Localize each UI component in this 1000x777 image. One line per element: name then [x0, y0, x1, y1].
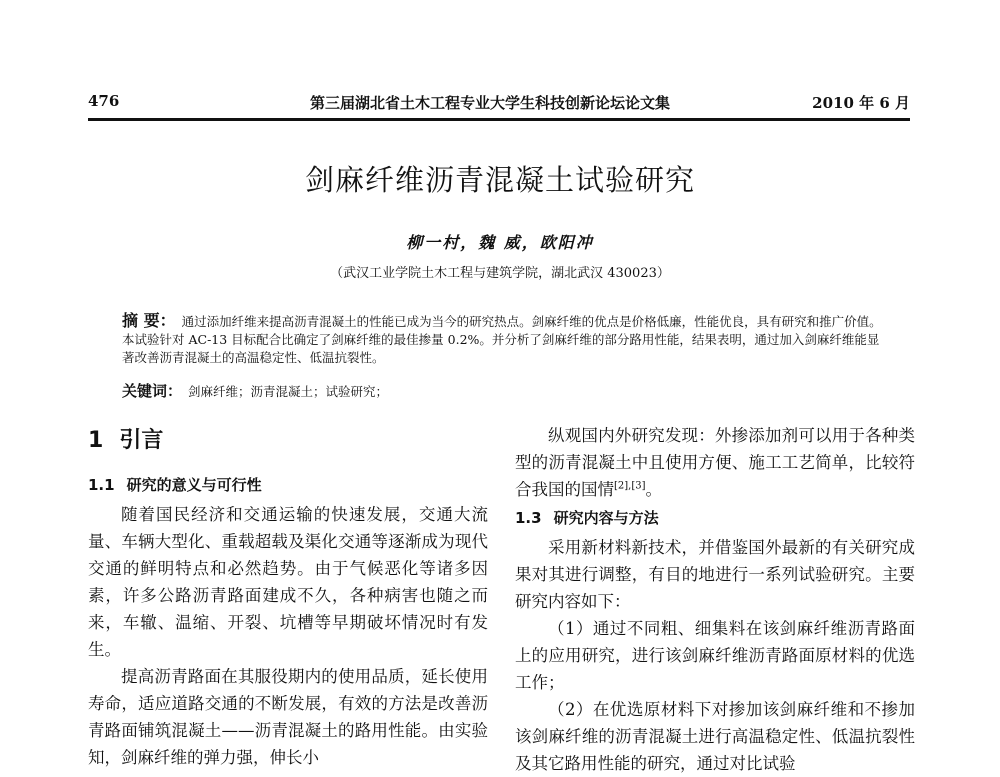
left-column	[88, 422, 488, 771]
right-column	[515, 422, 915, 777]
body-paragraph	[515, 422, 915, 503]
section-number: 1	[88, 428, 104, 453]
journal-title: 第三届湖北省土木工程专业大学生科技创新论坛论文集	[310, 94, 671, 112]
keywords	[122, 380, 882, 401]
subsection-title: 研究的意义与可行性	[126, 476, 262, 494]
page-number: 476	[88, 92, 120, 110]
paper-title: 剑麻纤维沥青混凝土试验研究	[304, 163, 695, 197]
subsection-heading	[88, 472, 488, 499]
keywords-text: 剑麻纤维；沥青混凝土；试验研究；	[188, 384, 389, 399]
abstract-text: 通过添加纤维来提高沥青混凝土的性能已成为当今的研究热点。剑麻纤维的优点是价格低廉，性能优良，具有研究和推广价值。本试验针对 AC-13 目标配合比确定了剑麻纤维的最佳掺量 0.2%。并分析了剑麻纤维的部分路用性能，结果表明，通过加入剑麻纤维能显著改善沥青混凝土的高温稳定性、低温抗裂性。	[122, 314, 882, 365]
body-paragraph: 随着国民经济和交通运输的快速发展，交通大流量、车辆大型化、重载超载及渠化交通等逐渐成为现代交通的鲜明特点和必然趋势。由于气候恶化等诸多因素，许多公路沥青路面建成不久，各种病害也随之而来，车辙、温缩、开裂、坑槽等早期破坏情况时有发生。	[88, 505, 488, 659]
paragraph-end: 。	[645, 480, 663, 499]
list-item: （1）通过不同粗、细集料在该剑麻纤维沥青路面上的应用研究，进行该剑麻纤维沥青路面原材料的优选工作；	[515, 619, 915, 692]
citation: [2],[3]	[614, 480, 646, 492]
paragraph-text: 纵观国内外研究发现：外掺添加剂可以用于各种类型的沥青混凝土中且使用方便、施工工艺简单，比较符合我国的国情	[515, 426, 915, 499]
list-item: （2）在优选原材料下对掺加该剑麻纤维和不掺加该剑麻纤维的沥青混凝土进行高温稳定性、低温抗裂性及其它路用性能的研究，通过对比试验	[515, 700, 915, 773]
abstract	[122, 312, 882, 367]
abstract-label: 摘 要：	[122, 311, 176, 330]
keywords-label: 关键词：	[122, 382, 183, 400]
affiliation: （武汉工业学院土木工程与建筑学院，湖北武汉 430023）	[330, 266, 670, 281]
section-title: 引言	[119, 428, 164, 453]
subsection-number: 1.3	[515, 509, 542, 527]
body-paragraph: 提高沥青路面在其服役期内的使用品质，延长使用寿命，适应道路交通的不断发展，有效的方法是改善沥青路面铺筑混凝土——沥青混凝土的路用性能。由实验知，剑麻纤维的弹力强，伸长小	[88, 667, 488, 767]
section-heading	[88, 422, 488, 460]
body-paragraph: 采用新材料新技术，并借鉴国外最新的有关研究成果对其进行调整，有目的地进行一系列试验研究。主要研究内容如下：	[515, 538, 915, 611]
subsection-number: 1.1	[88, 476, 115, 494]
running-header	[88, 92, 910, 121]
subsection-title: 研究内容与方法	[553, 509, 659, 527]
author-list: 柳一村，魏 威，欧阳冲	[406, 233, 594, 252]
subsection-heading	[515, 505, 915, 532]
publication-date: 2010 年 6 月	[812, 94, 910, 112]
